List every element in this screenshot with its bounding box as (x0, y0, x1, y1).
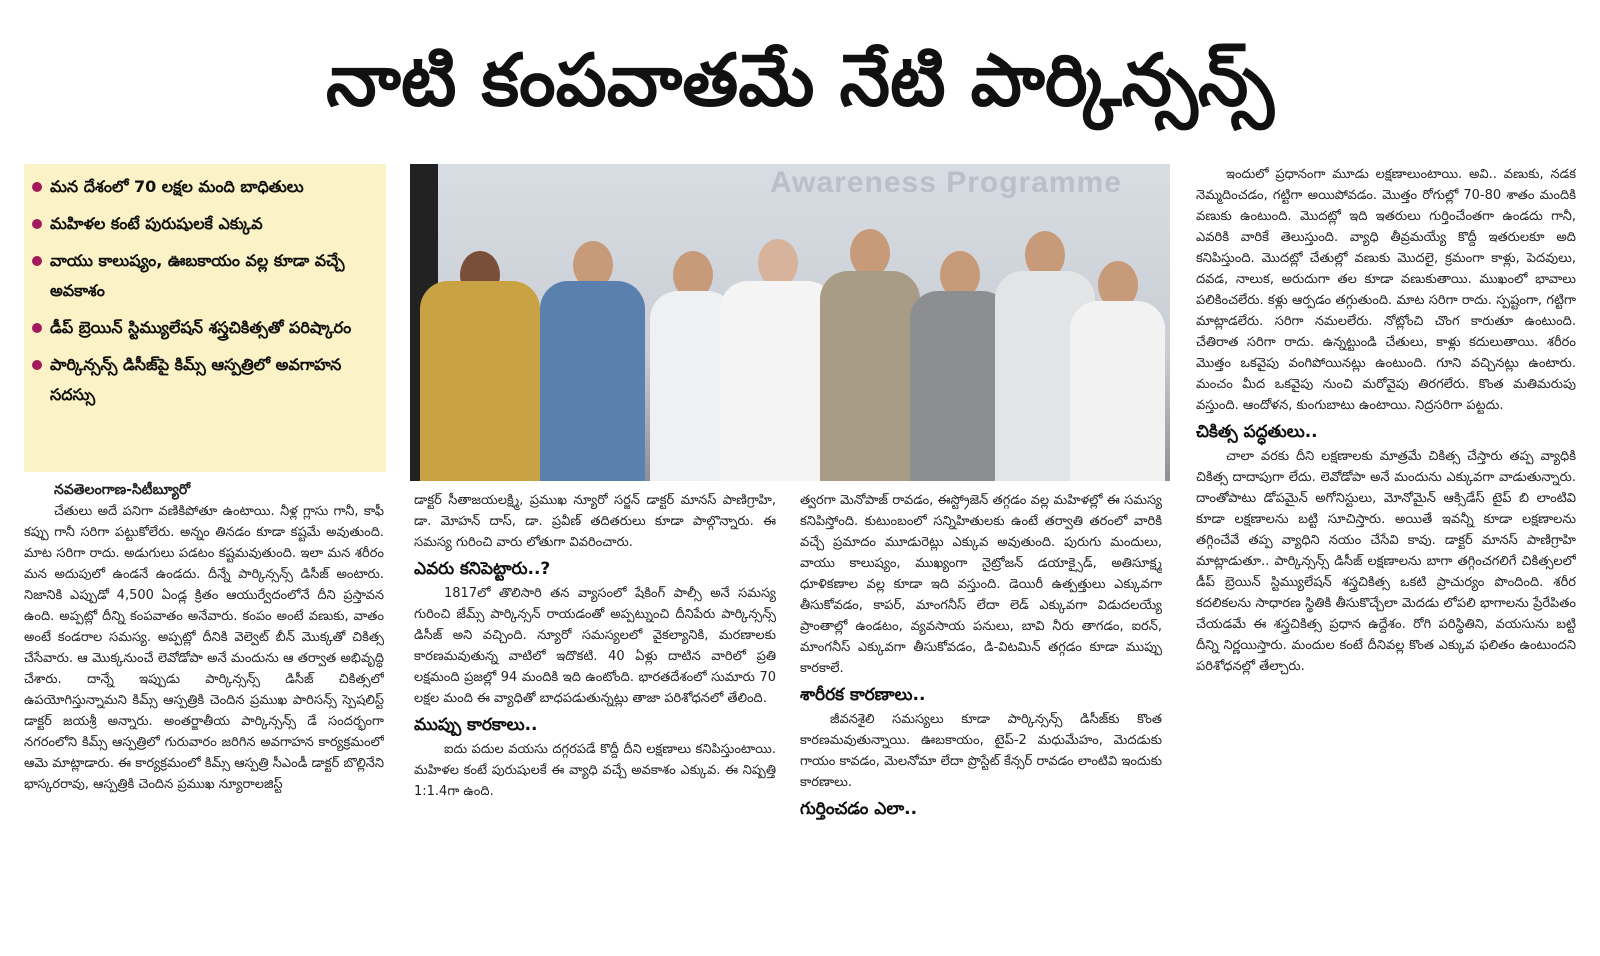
body-text: డాక్టర్ సీతాజయలక్ష్మి, ప్రముఖ న్యూరో సర్జన్ డాక్టర్ మానస్ పాణిగ్రాహి, డా. మోహన్ దాస్, డా. ప్రవీణ్ తదితరులు కూడా పాల్గొన్నారు. ఈ సమస్య గురించి వారు లోతుగా వివరించారు. (414, 493, 776, 550)
highlight-item: పార్కిన్సన్స్ డిసీజ్‌పై కిమ్స్ ఆస్పత్రిలో అవగాహన సదస్సు (32, 350, 378, 410)
byline: నవతెలంగాణ-సిటీబ్యూరో (54, 482, 191, 498)
bullet-icon (32, 256, 42, 266)
photo-banner-text: Awareness Programme (770, 166, 1122, 199)
highlight-item: మహిళల కంటే పురుషులకే ఎక్కువ (32, 209, 378, 239)
bullet-icon (32, 182, 42, 192)
highlight-item: మన దేశంలో 70 లక్షల మంది బాధితులు (32, 172, 378, 202)
person-figure (1070, 221, 1165, 481)
body-text: త్వరగా మెనోపాజ్ రావడం, ఈస్ట్రోజెన్ తగ్గడం వల్ల మహిళల్లో ఈ సమస్య కనిపిస్తోంది. కుటుంబంలో సన్నిహితులకు ఉంటే తర్వాతి తరంలో వారికి వచ్చే ప్రమాదం మూడురెట్లు ఎక్కువ అవుతుంది. పురుగు మందులు, వాయు కాలుష్యం, ముఖ్యంగా నైట్రోజన్ డయాక్సైడ్, అతిసూక్ష్మ ధూళికణాల వల్ల కూడా ఇది వస్తుంది. డెయిరీ ఉత్పత్తులు ఎక్కువగా తీసుకోవడం, కాపర్, మాంగనీస్ లేదా లెడ్ ఎక్కువగా విడుదలయ్యే ప్రాంతాల్లో ఉండటం, వ్యవసాయ పనులు, బావి నీరు తాగడం, ఐరన్, మాంగనీస్ ఎక్కువగా తీసుకోవడం, డి-విటమిన్ తగ్గడం కూడా ముప్పు కారకాలే. (800, 493, 1162, 676)
section-heading: చికిత్స పద్ధతులు.. (1196, 422, 1318, 442)
highlights-box (24, 164, 386, 472)
bullet-icon (32, 219, 42, 229)
body-text: జీవనశైలి సమస్యలు కూడా పార్కిన్సన్స్ డిసీజ్‌కు కొంత కారణమవుతున్నాయి. ఊబకాయం, టైప్-2 మధుమేహం, మెదడుకు గాయం కావడం, మెలనోమా లేదా ప్రొస్టేట్ కేన్సర్ రావడం లాంటివి ఇందుకు కారణాలు. (800, 712, 1162, 790)
body-text: చేతులు అదే పనిగా వణికిపోతూ ఉంటాయి. నీళ్ల గ్లాసు గానీ, కాఫీ కప్పు గానీ సరిగా పట్టుకోలేరు. అన్నం తినడం కూడా కష్టమే అవుతుంది. మాట సరిగా రాదు. అడుగులు పడటం కష్టమవుతుంది. ఇలా మన శరీరం మన అదుపులో ఉండనే ఉండదు. దీన్నే పార్కిన్సన్స్ డిసీజ్ అంటారు. నిజానికి ఎప్పుడో 4,500 ఏండ్ల క్రితం ఆయుర్వేదంలోనే దీని ప్రస్తావన ఉంది. అప్పట్లో దీన్ని కంపవాతం అనేవారు. కంపం అంటే వణుకు, వాతం అంటే కండరాల సమస్య. అప్పట్లో దీనికి వెల్వెట్ బీన్ మొక్కతో చికిత్స చేసేవారు. ఆ మొక్కనుంచే లెవోడోపా అనే మందును ఆ తర్వాత అభివృద్ధి చేశారు. దాన్నే ఇప్పుడు పార్కిన్సన్స్ డిసీజ్ చికిత్సలో ఉపయోగిస్తున్నామని కిమ్స్ ఆస్పత్రికి చెందిన ప్రముఖ పారిసన్స్ స్పెషలిస్ట్ డాక్టర్ జయశ్రీ అన్నారు. అంతర్జాతీయ పార్కిన్సన్స్ డే సందర్భంగా నగరంలోని కిమ్స్ ఆస్పత్రిలో గురువారం జరిగిన అవగాహన కార్యక్రమంలో ఆమె మాట్లాడారు. ఈ కార్యక్రమంలో కిమ్స్ ఆస్పత్రి సీఎండీ డాక్టర్ బొల్లినేని భాస్కరరావు, ఆస్పత్రికి చెందిన ప్రముఖ న్యూరాలజిస్ట్ (24, 504, 384, 792)
article-column-2 (414, 490, 776, 950)
person-figure (720, 199, 835, 481)
bullet-icon (32, 360, 42, 370)
body-text: చాలా వరకు దీని లక్షణాలకు మాత్రమే చికిత్స చేస్తారు తప్ప వ్యాధికి చికిత్స దాదాపుగా లేదు. లెవోడోపా అనే మందును ఎక్కువగా వాడుతున్నారు. దాంతోపాటు డోపమైన్ అగోనిస్టులు, మోనోమైన్ ఆక్సిడేస్ టైప్ బి లాంటివి కూడా లక్షణాలను బట్టి సూచిస్తారు. అయితే ఇవన్నీ కూడా లక్షణాలను తగ్గించేవే తప్ప వ్యాధిని నయం చేసేవి కావు. డాక్టర్ మానస్ పాణిగ్రాహి మాట్లాడుతూ.. పార్కిన్సన్స్ డిసీజ్ లక్షణాలను బాగా తగ్గించగలిగే చికిత్సలలో డీప్ బ్రెయిన్ స్టిమ్యులేషన్ శస్త్రచికిత్స ఒకటి ప్రాచుర్యం పొందింది. శరీర కదలికలను సాధారణ స్థితికి తీసుకొచ్చేలా మెదడు లోపలి భాగాలను ప్రేరేపితం చేయడమే ఈ శస్త్రచికిత్స ప్రధాన ఉద్దేశం. రోగి పరిస్థితిని, వయసును బట్టి దీన్ని నిర్ణయిస్తారు. మందుల కంటే దీనివల్ల కొంత ఎక్కువ ఫలితం ఉంటుందని పరిశోధనల్లో తేల్చారు. (1196, 449, 1576, 674)
article-column-4 (1196, 164, 1576, 950)
highlight-item: డీప్ బ్రెయిన్ స్టిమ్యులేషన్ శస్త్రచికిత్సతో పరిష్కారం (32, 313, 378, 343)
article-column-3 (800, 490, 1162, 950)
person-figure (540, 201, 645, 481)
section-heading: గుర్తించడం ఎలా.. (800, 799, 918, 819)
body-text: ఇందులో ప్రధానంగా మూడు లక్షణాలుంటాయి. అవి.. వణుకు, నడక నెమ్మదించడం, గట్టిగా అయిపోవడం. మొత్తం రోగుల్లో 70-80 శాతం మందికి వణుకు ఉంటుంది. మొదట్లో ఇది ఇతరులు గుర్తించేంతగా ఉండదు గానీ, ఎవరికి వారికే తెలుస్తుంది. వ్యాధి తీవ్రమయ్యే కొద్దీ ఇతరులకూ అది కనిపిస్తుంది. మొదట్లో చేతుల్లో వణుకు మొదలై, క్రమంగా కాళ్లు, పెదవులు, దవడ, నాలుక, అరుదుగా తల కూడా వణుకుతాయి. ముఖంలో భావాలు పలికించలేరు. కళ్లు ఆర్పడం తగ్గుతుంది. మాట సరిగా రాదు. స్పష్టంగా, గట్టిగా మాట్లాడలేరు. సరిగా నమలలేరు. నోట్లోంచి చొంగ కారుతూ ఉంటుంది. చేతిరాత సరిగా రాదు. ఉన్నట్టుండి చేతులు, కాళ్లు కదులుతాయి. శరీరం మొత్తం ఒకవైపు వంగిపోయినట్లు ఉంటుంది. గూని వచ్చినట్లు ఉంటారు. మంచం మీద ఒకవైపు నుంచి మరోవైపు తిరగలేరు. కొంత మతిమరుపు వస్తుంది. ఆందోళన, కుంగుబాటు ఉంటాయి. నిద్రసరిగా పట్టదు. (1196, 167, 1576, 413)
body-text: ఐదు పదుల వయసు దగ్గరపడే కొద్దీ దీని లక్షణాలు కనిపిస్తుంటాయి. మహిళల కంటే పురుషులకే ఈ వ్యాధి వచ్చే అవకాశం ఎక్కువ. ఈ నిష్పత్తి 1:1.4గా ఉంది. (414, 742, 776, 799)
section-heading: ఎవరు కనిపెట్టారు..? (414, 559, 551, 579)
section-heading: శారీరక కారణాలు.. (800, 685, 926, 705)
highlight-item: వాయు కాలుష్యం, ఊబకాయం వల్ల కూడా వచ్చే అవకాశం (32, 246, 378, 306)
headline: నాటి కంపవాతమే నేటి పార్కిన్సన్స్ (326, 38, 1274, 122)
article-column-1 (24, 480, 384, 950)
section-heading: ముప్పు కారకాలు.. (414, 715, 538, 735)
bullet-icon (32, 323, 42, 333)
person-figure (420, 211, 540, 481)
body-text: 1817లో తొలిసారి తన వ్యాసంలో షేకింగ్ పాల్సీ అనే సమస్య గురించి జేమ్స్ పార్కిన్సన్ రాయడంతో అప్పట్నుంచి దీనిపేరు పార్కిన్సన్స్ డిసీజ్ అని వచ్చింది. న్యూరో సమస్యలలో వైకల్యానికి, మరణాలకు కారణమవుతున్న వాటిలో ఇదొకటి. 40 ఏళ్లు దాటిన వారిలో ప్రతి లక్షమంది ప్రజల్లో 94 మందికి ఇది ఉంటోంది. భారతదేశంలో సుమారు 70 లక్షల మంది ఈ వ్యాధితో బాధపడుతున్నట్లు తాజా పరిశోధనలో తేలింది. (414, 586, 776, 706)
person-figure (820, 189, 920, 481)
group-photo (410, 164, 1170, 481)
